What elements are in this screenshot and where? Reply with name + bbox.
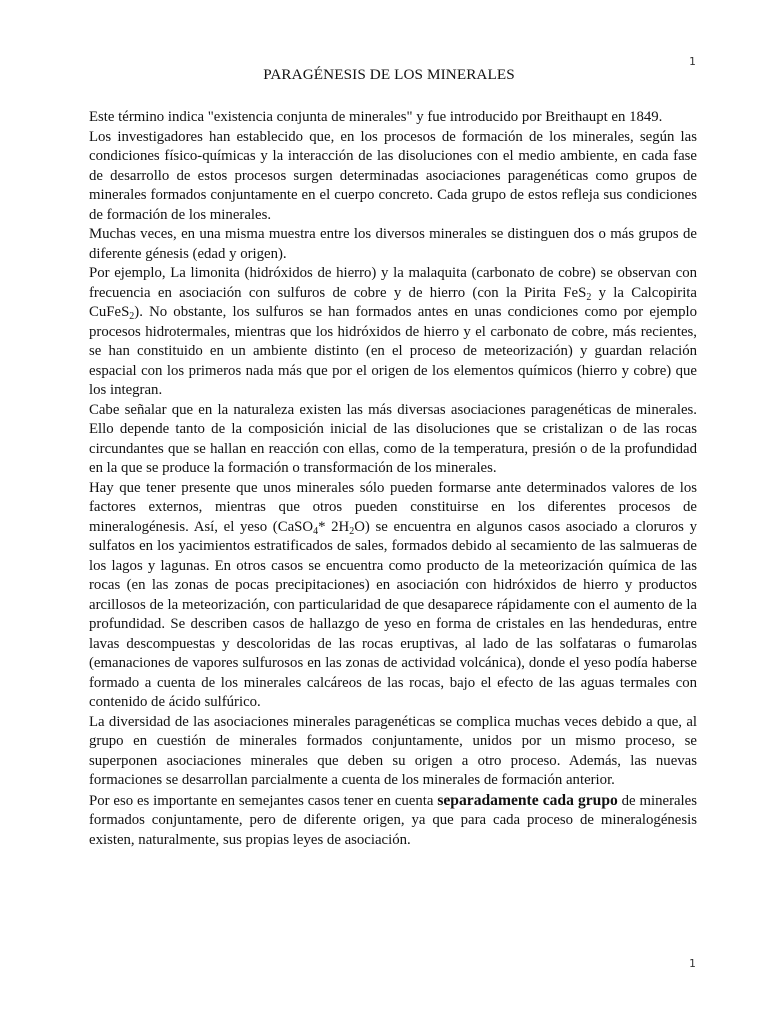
bold-emphasis: separadamente cada grupo bbox=[437, 791, 618, 809]
document-title: PARAGÉNESIS DE LOS MINERALES bbox=[263, 66, 515, 83]
page-number-bottom: 1 bbox=[689, 957, 696, 970]
paragraph-6-text-a: Hay que tener presente que unos minerales sólo pueden formarse ante determinados valores de los factores externos, mientras que otros pueden constituirse en los diferentes procesos de mineralogénesis. Así, el yeso (CaSO bbox=[89, 479, 697, 535]
subscript: 4 bbox=[313, 525, 319, 537]
paragraph-6-text-b: * 2H bbox=[318, 518, 350, 535]
paragraph-8-text-a: Por eso es importante en semejantes casos tener en cuenta bbox=[89, 792, 438, 809]
subscript: 2 bbox=[349, 525, 355, 537]
page-number-top: 1 bbox=[689, 55, 696, 68]
paragraph-3: Muchas veces, en una misma muestra entre los diversos minerales se distinguen dos o más grupos de diferente génesis (edad y origen). bbox=[89, 226, 697, 262]
subscript: 2 bbox=[586, 291, 592, 303]
paragraph-4-text-c: ). No obstante, los sulfuros se han formados antes en unas condiciones como por ejemplo procesos hidrotermales, mientras que los hidróxidos de hierro y el carbonato de cobre, más recientes, se han constituido en un ambiente distinto (en el proceso de meteorización) y guardan relación espacial con los primeros nada más que por el origen de los elementos químicos (hierro y cobre) que los integran. bbox=[89, 304, 697, 398]
paragraph-4 bbox=[89, 264, 697, 401]
document-body bbox=[89, 108, 697, 850]
paragraph-6-text-c: O) se encuentra en algunos casos asociado a cloruros y sulfatos en los yacimientos estratificados de sales, formados debido al secamiento de las salmueras de los lagos y lagunas. En otros casos se encuentra como producto de la meteorización química de las rocas (en las zonas de pocas precipitaciones) en asociación con hidróxidos de hierro y productos arcillosos de la meteorización, con particularidad de que desaparece rápidamente con el aumento de la profundidad. Se describen casos de hallazgo de yeso en forma de cristales en las hendeduras, entre lavas descompuestas y descoloridas de las rocas eruptivas, al lado de las solfataras o fumarolas (emanaciones de vapores sulfurosos en las zonas de actividad volcánica), donde el yeso podía haberse formado a cuenta de los minerales calcáreos de las rocas, bajo el efecto de las aguas termales con contenido de ácido sulfúrico. bbox=[89, 518, 697, 710]
subscript: 2 bbox=[129, 311, 135, 322]
paragraph-4-text-a: Por ejemplo, La limonita (hidróxidos de hierro) y la malaquita (carbonato de cobre) se observan con frecuencia en asociación con sulfuros de cobre y de hierro (con la Pirita FeS bbox=[89, 265, 697, 301]
paragraph-2: Los investigadores han establecido que, en los procesos de formación de los minerales, según las condiciones físico-químicas y la interacción de las disoluciones con el medio ambiente, en cada fase de desarrollo de estos procesos surgen determinadas asociaciones paragenéticas como grupos de minerales formados conjuntamente en el cuerpo concreto. Cada grupo de estos refleja sus condiciones de formación de los minerales. bbox=[89, 128, 697, 223]
paragraph-4-text-b: y la Calcopirita CuFeS bbox=[89, 284, 697, 320]
paragraph-8-text-b: de minerales formados conjuntamente, pero de diferente origen, ya que para cada proceso de mineralogénesis existen, naturalmente, sus propias leyes de asociación. bbox=[89, 792, 697, 848]
paragraph-7: La diversidad de las asociaciones minerales paragenéticas se complica muchas veces debido a que, al grupo en cuestión de minerales formados conjuntamente, unidos por un mismo proceso, se superponen asociaciones minerales que deben su origen a otro proceso. Además, las nuevas formaciones se desarrollan parcialmente a cuenta de los minerales de formación anterior. bbox=[89, 713, 697, 788]
paragraph-8 bbox=[89, 791, 697, 851]
paragraph-1: Este término indica "existencia conjunta de minerales" y fue introducido por Breithaupt en 1849. bbox=[89, 109, 663, 125]
paragraph-6 bbox=[89, 479, 697, 713]
paragraph-5: Cabe señalar que en la naturaleza existen las más diversas asociaciones paragenéticas de minerales. Ello depende tanto de la composición inicial de las disoluciones que se cristalizan o de las rocas circundantes que se hallan en reacción con ellas, como de la temperatura, presión o de la profundidad en la que se produce la formación o transformación de los minerales. bbox=[89, 401, 697, 476]
